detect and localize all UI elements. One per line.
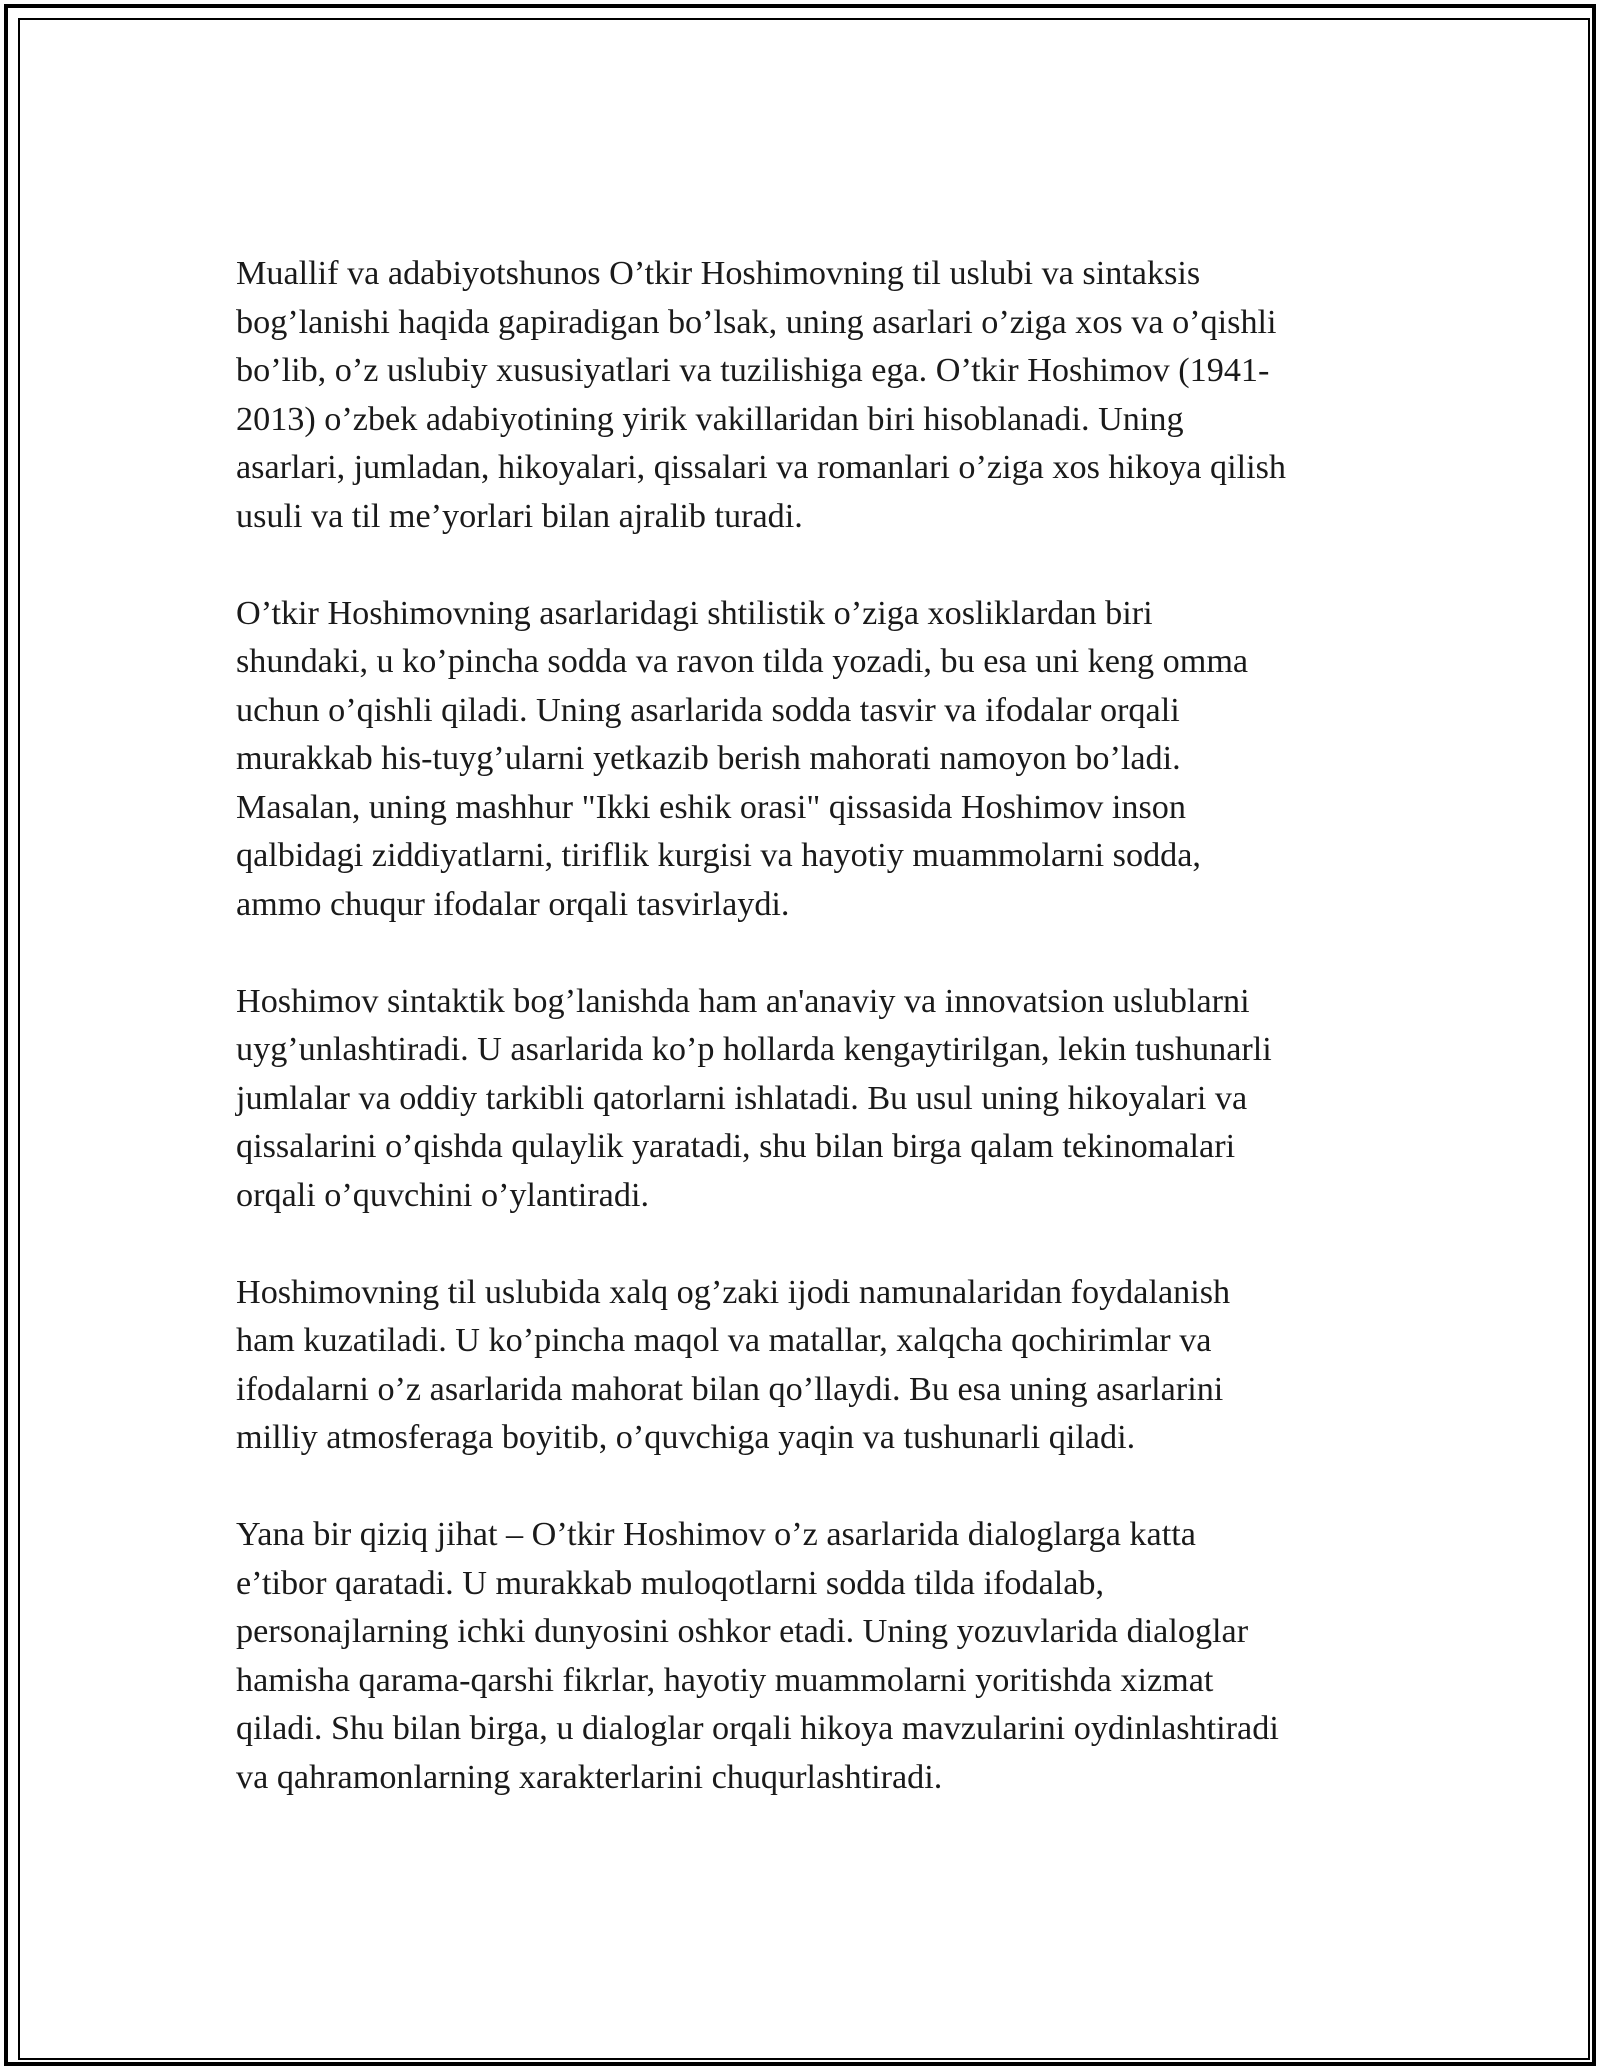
text-line: shundaki, u ko’pincha sodda va ravon tilda yozadi, bu esa uni keng omma bbox=[236, 643, 1249, 680]
text-line: qalbidagi ziddiyatlarni, tiriflik kurgisi va hayotiy muammolarni sodda, bbox=[236, 837, 1201, 874]
text-line: usuli va til me’yorlari bilan ajralib turadi. bbox=[236, 497, 803, 535]
text-line: O’tkir Hoshimovning asarlaridagi shtilistik o’ziga xosliklardan biri bbox=[236, 594, 1153, 632]
text-line: bo’lib, o’z uslubiy xususiyatlari va tuzilishiga ega. O’tkir Hoshimov (1941- bbox=[236, 352, 1270, 389]
paragraph-3 bbox=[236, 978, 1376, 1221]
paragraph-4 bbox=[236, 1269, 1376, 1463]
text-line: ammo chuqur ifodalar orqali tasvirlaydi. bbox=[236, 885, 790, 923]
text-line: qissalarini o’qishda qulaylik yaratadi, shu bilan birga qalam tekinomalari bbox=[236, 1128, 1236, 1165]
text-line: Masalan, uning mashhur "Ikki eshik orasi" qissasida Hoshimov inson bbox=[236, 788, 1186, 826]
text-line: bog’lanishi haqida gapiradigan bo’lsak, uning asarlari o’ziga xos va o’qishli bbox=[236, 303, 1277, 341]
text-line: e’tibor qaratadi. U murakkab muloqotlarni sodda tilda ifodalab, bbox=[236, 1564, 1105, 1602]
text-line: uyg’unlashtiradi. U asarlarida ko’p hollarda kengaytirilgan, lekin tushunarli bbox=[236, 1031, 1272, 1068]
text-line: orqali o’quvchini o’ylantiradi. bbox=[236, 1176, 649, 1214]
text-line: 2013) o’zbek adabiyotining yirik vakillaridan biri hisoblanadi. Uning bbox=[236, 400, 1184, 438]
text-line: hamisha qarama-qarshi fikrlar, hayotiy muammolarni yoritishda xizmat bbox=[236, 1661, 1214, 1699]
text-line: qiladi. Shu bilan birga, u dialoglar orqali hikoya mavzularini oydinlashtiradi bbox=[236, 1710, 1279, 1747]
text-line: jumlalar va oddiy tarkibli qatorlarni ishlatadi. Bu usul uning hikoyalari va bbox=[236, 1079, 1248, 1117]
text-line: asarlari, jumladan, hikoyalari, qissalari va romanlari o’ziga xos hikoya qilish bbox=[236, 449, 1287, 486]
paragraph-2 bbox=[236, 590, 1376, 930]
text-line: murakkab his-tuyg’ularni yetkazib berish mahorati namoyon bo’ladi. bbox=[236, 740, 1181, 777]
text-line: milliy atmosferaga boyitib, o’quvchiga yaqin va tushunarli qiladi. bbox=[236, 1419, 1136, 1456]
paragraph-5 bbox=[236, 1511, 1376, 1802]
text-line: ifodalarni o’z asarlarida mahorat bilan qo’llaydi. Bu esa uning asarlarini bbox=[236, 1370, 1224, 1408]
document-body bbox=[236, 250, 1376, 1851]
text-line: Muallif va adabiyotshunos O’tkir Hoshimovning til uslubi va sintaksis bbox=[236, 255, 1201, 292]
paragraph-1 bbox=[236, 250, 1376, 541]
text-line: Hoshimovning til uslubida xalq og’zaki ijodi namunalaridan foydalanish bbox=[236, 1273, 1231, 1311]
text-line: uchun o’qishli qiladi. Uning asarlarida sodda tasvir va ifodalar orqali bbox=[236, 691, 1180, 729]
text-line: Yana bir qiziq jihat – O’tkir Hoshimov o’z asarlarida dialoglarga katta bbox=[236, 1516, 1196, 1553]
text-line: personajlarning ichki dunyosini oshkor etadi. Uning yozuvlarida dialoglar bbox=[236, 1613, 1249, 1650]
text-line: va qahramonlarning xarakterlarini chuqurlashtiradi. bbox=[236, 1758, 943, 1796]
text-line: ham kuzatiladi. U ko’pincha maqol va matallar, xalqcha qochirimlar va bbox=[236, 1322, 1212, 1359]
text-line: Hoshimov sintaktik bog’lanishda ham an'anaviy va innovatsion uslublarni bbox=[236, 982, 1250, 1020]
